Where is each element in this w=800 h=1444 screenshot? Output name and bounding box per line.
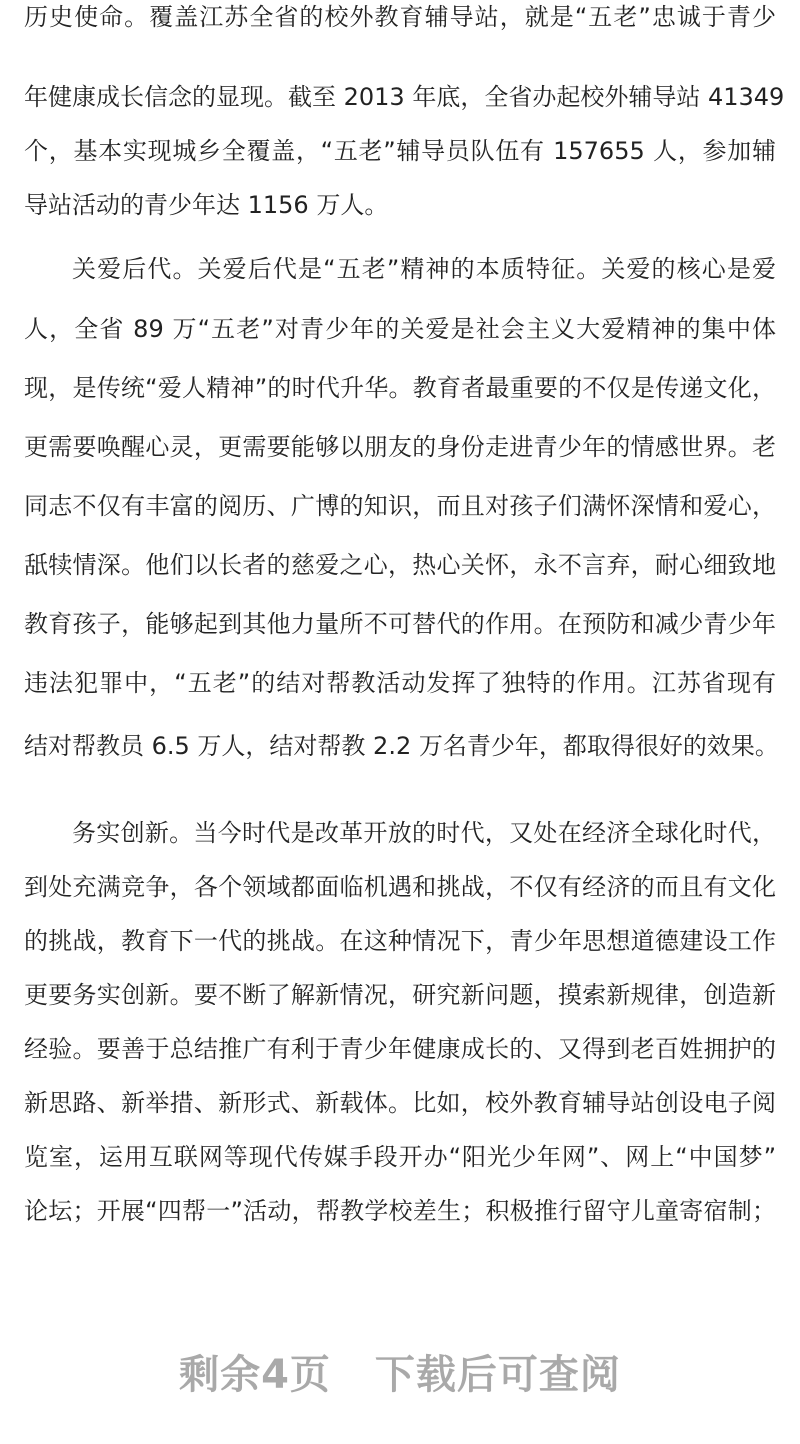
- text-line: 新思路、新举措、新形式、新载体。比如，校外教育辅导站创设电子阅: [24, 1089, 776, 1117]
- text-line: 览室，运用互联网等现代传媒手段开办“阳光少年网”、网上“中国梦”: [24, 1143, 776, 1171]
- text-line: 违法犯罪中，“五老”的结对帮教活动发挥了独特的作用。江苏省现有: [24, 669, 776, 697]
- text-line: 个，基本实现城乡全覆盖，“五老”辅导员队伍有 157655 人，参加辅: [24, 137, 776, 165]
- text-line: 历史使命。覆盖江苏全省的校外教育辅导站，就是“五老”忠诚于青少: [24, 3, 776, 31]
- remaining-pages-label: 剩余4页: [179, 1352, 331, 1398]
- text-line: 经验。要善于总结推广有利于青少年健康成长的、又得到老百姓拥护的: [24, 1035, 776, 1063]
- text-line: 现，是传统“爱人精神”的时代升华。教育者最重要的不仅是传递文化，: [24, 374, 776, 402]
- text-line: 同志不仅有丰富的阅历、广博的知识，而且对孩子们满怀深情和爱心，: [24, 492, 776, 520]
- text-line: 的挑战，教育下一代的挑战。在这种情况下，青少年思想道德建设工作: [24, 927, 776, 955]
- download-banner[interactable]: [0, 1343, 800, 1400]
- text-line: 导站活动的青少年达 1156 万人。: [24, 191, 389, 219]
- text-line: 年健康成长信念的显现。截至 2013 年底，全省办起校外辅导站 41349: [24, 83, 785, 111]
- download-to-read-label[interactable]: 下载后可查阅: [374, 1352, 621, 1398]
- text-line: 人，全省 89 万“五老”对青少年的关爱是社会主义大爱精神的集中体: [24, 315, 776, 343]
- text-line: 舐犊情深。他们以长者的慈爱之心，热心关怀，永不言弃，耐心细致地: [24, 551, 776, 579]
- text-line: 务实创新。当今时代是改革开放的时代，又处在经济全球化时代，: [72, 819, 776, 847]
- text-line: 更需要唤醒心灵，更需要能够以朋友的身份走进青少年的情感世界。老: [24, 433, 776, 461]
- text-line: 论坛；开展“四帮一”活动，帮教学校差生；积极推行留守儿童寄宿制；: [24, 1197, 776, 1225]
- text-line: 教育孩子，能够起到其他力量所不可替代的作用。在预防和减少青少年: [24, 610, 776, 638]
- text-line: 关爱后代。关爱后代是“五老”精神的本质特征。关爱的核心是爱: [72, 255, 776, 283]
- text-line: 结对帮教员 6.5 万人，结对帮教 2.2 万名青少年，都取得很好的效果。: [24, 732, 779, 760]
- text-line: 到处充满竞争，各个领域都面临机遇和挑战，不仅有经济的而且有文化: [24, 873, 776, 901]
- text-line: 更要务实创新。要不断了解新情况，研究新问题，摸索新规律，创造新: [24, 981, 776, 1009]
